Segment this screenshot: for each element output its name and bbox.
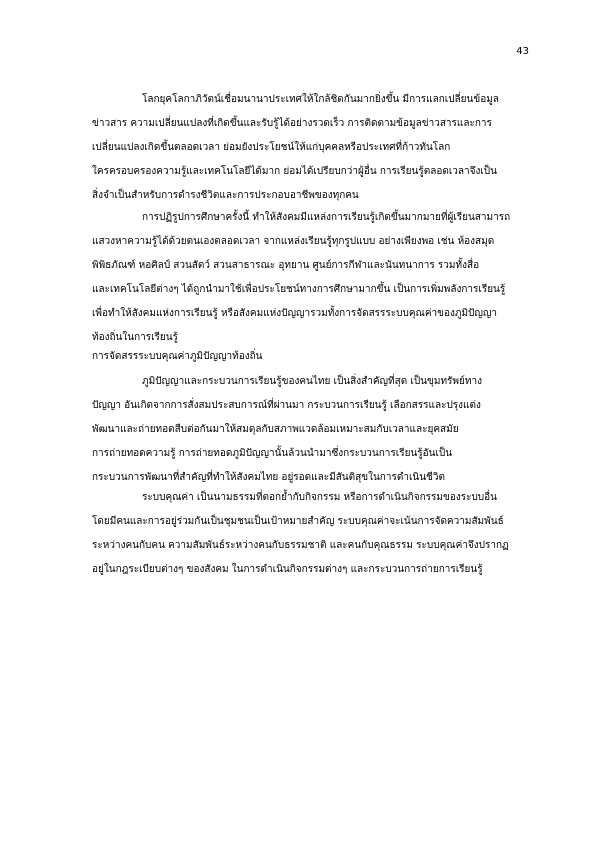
paragraph-line: โลกยุคโลกาภิวัตน์เชื่อมนานาประเทศให้ใกล้ชิดกันมากยิ่งขึ้น มีการแลกเปลี่ยนข้อมูล: [142, 94, 499, 105]
paragraph-line: แสวงหาความรู้ได้ด้วยตนเองตลอดเวลา จากแหล่งเรียนรู้ทุกรูปแบบ อย่างเพียงพอ เช่น ห้องสมุด: [92, 236, 495, 247]
paragraph-line: อยู่ในกฎระเบียบต่างๆ ของสังคม ในการดำเนินกิจกรรมต่างๆ และกระบวนการถ่ายการเรียนรู้: [92, 564, 483, 575]
paragraph-line: โดยมีคนและการอยู่ร่วมกันเป็นชุมชนเป็นเป้าหมายสำคัญ ระบบคุณค่าจะเน้นการจัดความสัมพันธ์: [92, 516, 504, 527]
paragraph-line: การถ่ายทอดความรู้ การถ่ายทอดภูมิปัญญานั้นล้วนนำมาซึ่งกระบวนการเรียนรู้อันเป็น: [92, 448, 453, 459]
paragraph-line: ใครครอบครองความรู้และเทคโนโลยีได้มาก ย่อมได้เปรียบกว่าผู้อื่น การเรียนรู้ตลอดเวลาจึงเป็น: [92, 166, 497, 177]
paragraph-line: สิ่งจำเป็นสำหรับการดำรงชีวิตและการประกอบอาชีพของทุกคน: [92, 190, 359, 201]
paragraph-line: กระบวนการพัฒนาที่สำคัญที่ทำให้สังคมไทย อยู่รอดและมีสันติสุขในการดำเนินชีวิต: [92, 472, 445, 483]
paragraph-line: ภูมิปัญญาและกระบวนการเรียนรู้ของคนไทย เป็นสิ่งสำคัญที่สุด เป็นขุมทรัพย์ทาง: [142, 376, 482, 387]
page-number: 43: [516, 46, 529, 57]
paragraph-line: การปฏิรูปการศึกษาครั้งนี้ ทำให้สังคมมีแหล่งการเรียนรู้เกิดขึ้นมากมายที่ผู้เรียนสามารถ: [142, 212, 511, 223]
paragraph-line: ข่าวสาร ความเปลี่ยนแปลงที่เกิดขึ้นและรับรู้ได้อย่างรวดเร็ว การติดตามข้อมูลข่าวสารและการ: [92, 118, 492, 129]
paragraph-line: ท้องถิ่นในการเรียนรู้: [92, 332, 178, 343]
paragraph-3: [92, 370, 538, 490]
paragraph-1: [92, 88, 538, 208]
paragraph-line: และเทคโนโลยีต่างๆ ได้ถูกนำมาใช้เพื่อประโยชน์ทางการศึกษามากขึ้น เป็นการเพิ่มพลังการเรียนรู้: [92, 284, 506, 295]
paragraph-line: เพื่อทำให้สังคมแห่งการเรียนรู้ หรือสังคมแห่งปัญญารวมทั้งการจัดสรรระบบคุณค่าของภูมิปัญญา: [92, 308, 498, 319]
paragraph-line: พิพิธภัณฑ์ หอศิลป์ สวนสัตว์ สวนสาธารณะ อุทยาน ศูนย์การกีฬาและนันทนาการ รวมทั้งสื่อ: [92, 260, 480, 271]
paragraph-line: พัฒนาและถ่ายทอดสืบต่อกันมาให้สมดุลกับสภาพแวดล้อมเหมาะสมกับเวลาและยุคสมัย: [92, 424, 459, 435]
paragraph-line: ปัญญา อันเกิดจากการสั่งสมประสบการณ์ที่ผ่านมา กระบวนการเรียนรู้ เลือกสรรและปรุงแต่ง: [92, 400, 481, 411]
paragraph-line: เปลี่ยนแปลงเกิดขึ้นตลอดเวลา ย่อมยังประโยชน์ให้แก่บุคคลหรือประเทศที่ก้าวทันโลก: [92, 142, 451, 153]
paragraph-4: [92, 486, 538, 582]
section-heading: การจัดสรรระบบคุณค่าภูมิปัญญาท้องถิ่น: [92, 351, 263, 362]
paragraph-line: ระบบคุณค่า เป็นนามธรรมที่ตอกย้ำกับกิจกรรม หรือการดำเนินกิจกรรมของระบบอื่น: [142, 492, 497, 503]
paragraph-line: ระหว่างคนกับคน ความสัมพันธ์ระหว่างคนกับธรรมชาติ และคนกับคุณธรรม ระบบคุณค่าจึงปรากฏ: [92, 540, 509, 551]
paragraph-2: [92, 206, 538, 350]
